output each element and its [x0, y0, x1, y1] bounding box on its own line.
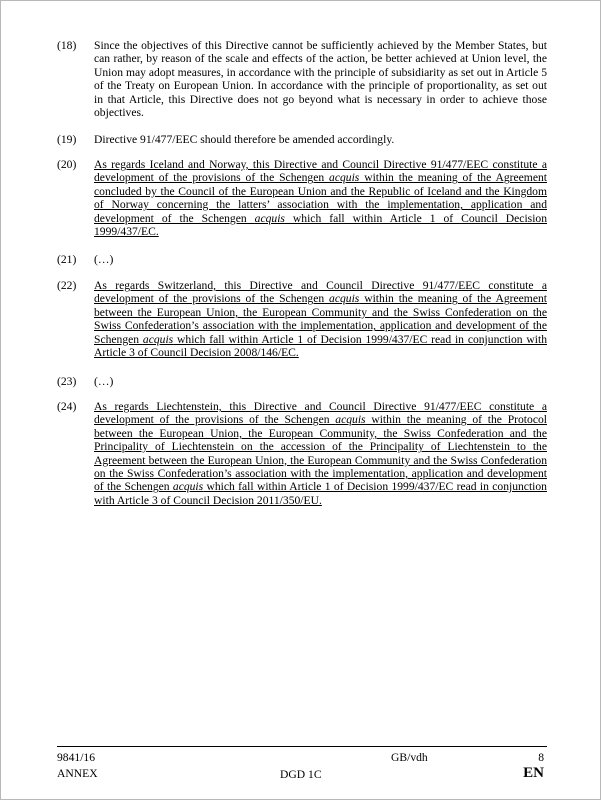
recital-23 — [57, 375, 547, 388]
recital-number: (22) — [57, 279, 77, 292]
recital-text: Directive 91/477/EEC should therefore be amended accordingly. — [94, 133, 395, 146]
recital-text: Since the objectives of this Directive cannot be sufficiently achieved by the Member States, but can rather, by reason of the scale and effects of the action, be better achieved at Union level, the Union may adopt measures, in accordance with the principle of subsidiarity as set out in Article 5 of the Treaty on European Union. In accordance with the principle of proportionality, as set out in that Article, this Directive does not go beyond what is necessary in order to achieve those objectives. — [94, 39, 547, 120]
recital-number: (23) — [57, 375, 77, 388]
recital-text: As regards Liechtenstein, this Directive and Council Directive 91/477/EEC constitute a development of the provisions of the Schengen acquis within the meaning of the Protocol between the European Union, the European Community, the Swiss Confederation and the Principality of Liechtenstein on the accession of the Principality of Liechtenstein to the Agreement between the European Union, the European Community and the Swiss Confederation on the Swiss Confederation’s association with the implementation, application and development of the Schengen acquis which fall within Article 1 of Decision 1999/437/EC read in conjunction with Article 3 of Council Decision 2011/350/EU. — [94, 400, 547, 507]
recital-text: As regards Switzerland, this Directive and Council Directive 91/477/EEC constitute a development of the provisions of the Schengen acquis within the meaning of the Agreement between the European Union, the European Community and the Swiss Confederation on the Swiss Confederation’s association with the implementation, application and development of the Schengen acquis which fall within Article 1 of Decision 1999/437/EC read in conjunction with Article 3 of Council Decision 2008/146/EC. — [94, 279, 547, 360]
recital-number: (20) — [57, 158, 77, 171]
footer-divider — [57, 746, 547, 747]
footer-annex: ANNEX — [57, 767, 98, 780]
footer-initials: GB/vdh — [391, 751, 428, 764]
recital-22 — [57, 279, 547, 359]
recital-number: (18) — [57, 39, 77, 52]
recital-24 — [57, 400, 547, 507]
recital-text: As regards Iceland and Norway, this Directive and Council Directive 91/477/EEC constitute a development of the provisions of the Schengen acquis within the meaning of the Agreement concluded by the Council of the European Union and the Republic of Iceland and the Kingdom of Norway concerning the latters’ association with the implementation, application and development of the Schengen acquis which fall within Article 1 of Council Decision 1999/437/EC. — [94, 158, 548, 239]
footer-page-number: 8 — [538, 751, 544, 764]
recital-20 — [57, 158, 547, 238]
recital-number: (19) — [57, 133, 77, 146]
recital-21 — [57, 253, 547, 266]
footer-doc-number: 9841/16 — [57, 751, 96, 764]
recital-text: (…) — [94, 253, 114, 266]
recital-number: (24) — [57, 400, 77, 413]
recital-19 — [57, 133, 547, 146]
recital-18 — [57, 39, 547, 119]
recital-text: (…) — [94, 375, 114, 388]
footer-dgd: DGD 1C — [280, 768, 322, 781]
footer-language: EN — [523, 765, 544, 781]
recital-number: (21) — [57, 253, 77, 266]
